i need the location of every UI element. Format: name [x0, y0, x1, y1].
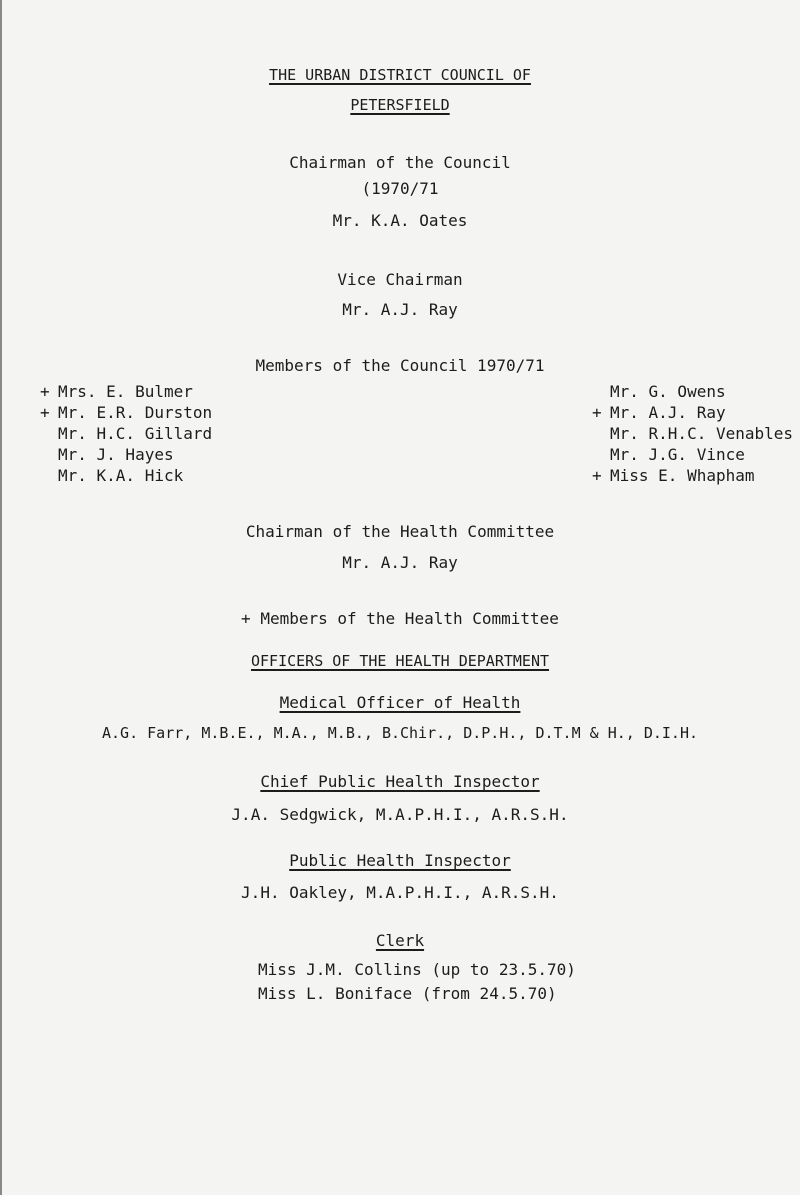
committee-marker: +	[592, 403, 602, 422]
clerk-name: Miss L. Boniface (from 24.5.70)	[258, 984, 557, 1003]
member-name: Mr. E.R. Durston	[58, 403, 213, 422]
health-committee-legend: + Members of the Health Committee	[241, 609, 559, 628]
officers-heading: OFFICERS OF THE HEALTH DEPARTMENT	[250, 652, 549, 670]
member-name: Mr. A.J. Ray	[610, 403, 726, 422]
member-name: Mr. G. Owens	[610, 382, 726, 401]
committee-marker: +	[592, 466, 602, 485]
member-row	[592, 381, 793, 402]
vice-chairman-title: Vice Chairman	[337, 270, 463, 289]
town-heading: PETERSFIELD	[350, 96, 450, 114]
member-name: Miss E. Whapham	[610, 466, 755, 485]
member-name: Mrs. E. Bulmer	[58, 382, 193, 401]
member-row	[592, 402, 793, 423]
chief-inspector-name: J.A. Sedgwick, M.A.P.H.I., A.R.S.H.	[231, 805, 569, 824]
health-committee-chairman-name: Mr. A.J. Ray	[342, 553, 458, 572]
council-heading: THE URBAN DISTRICT COUNCIL OF	[269, 66, 531, 84]
inspector-title: Public Health Inspector	[289, 851, 511, 870]
clerk-name: Miss J.M. Collins (up to 23.5.70)	[258, 960, 576, 979]
member-name: Mr. J. Hayes	[58, 445, 174, 464]
chief-inspector-title: Chief Public Health Inspector	[260, 772, 540, 791]
member-row	[592, 465, 793, 486]
chairman-title: Chairman of the Council	[289, 153, 511, 172]
committee-marker: +	[40, 403, 50, 422]
member-row	[592, 423, 793, 444]
member-row	[40, 444, 212, 465]
members-title: Members of the Council 1970/71	[255, 356, 545, 375]
member-name: Mr. R.H.C. Venables	[610, 424, 794, 443]
committee-marker: +	[40, 382, 50, 401]
members-left-column	[40, 381, 212, 486]
member-row	[40, 381, 212, 402]
member-row	[592, 444, 793, 465]
member-name: Mr. K.A. Hick	[58, 466, 184, 485]
medical-officer-title: Medical Officer of Health	[279, 693, 521, 712]
member-row	[40, 423, 212, 444]
member-row	[40, 402, 212, 423]
clerk-title: Clerk	[375, 931, 425, 950]
member-row	[40, 465, 212, 486]
medical-officer-name: A.G. Farr, M.B.E., M.A., M.B., B.Chir., D.P.H., D.T.M & H., D.I.H.	[101, 724, 699, 742]
vice-chairman-name: Mr. A.J. Ray	[342, 300, 458, 319]
members-right-column	[592, 381, 793, 486]
health-committee-chairman-title: Chairman of the Health Committee	[245, 522, 555, 541]
inspector-name: J.H. Oakley, M.A.P.H.I., A.R.S.H.	[241, 883, 559, 902]
chairman-name: Mr. K.A. Oates	[332, 211, 468, 230]
chairman-year: (1970/71	[361, 179, 439, 198]
member-name: Mr. J.G. Vince	[610, 445, 745, 464]
member-name: Mr. H.C. Gillard	[58, 424, 213, 443]
